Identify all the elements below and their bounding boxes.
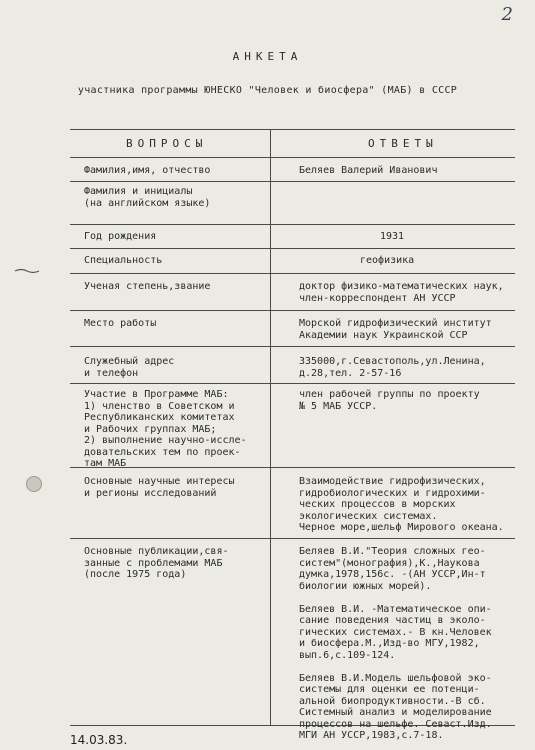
table-rule bbox=[70, 157, 515, 158]
margin-mark bbox=[14, 267, 40, 275]
table-rule-top bbox=[70, 129, 515, 130]
answer-mab-participation: член рабочей группы по проекту № 5 МАБ УССР. bbox=[299, 389, 480, 412]
form-title: АНКЕТА bbox=[232, 50, 303, 63]
answer-workplace: Морской гидрофизический институт Академии наук Украинской ССР bbox=[299, 318, 492, 341]
question-workplace: Место работы bbox=[84, 318, 157, 329]
punch-hole bbox=[26, 476, 42, 492]
question-mab-participation: Участие в Программе МАБ: 1) членство в Советском и Республиканских комитетах и Рабочих группах МАБ; 2) выполнение научно-иссле- довательских тем по проек- там МАБ bbox=[84, 389, 247, 469]
question-birth-year: Год рождения bbox=[84, 231, 157, 242]
column-divider bbox=[270, 129, 271, 725]
handwritten-date: 14.03.83. bbox=[70, 733, 128, 747]
answers-header: ОТВЕТЫ bbox=[368, 137, 438, 150]
answer-research-interests: Взаимодействие гидрофизических, гидробиологических и гидрохими- ческих процессов в морских экологических системах. Черное море,шельф Мирового океана. bbox=[299, 476, 504, 533]
table-rule bbox=[70, 346, 515, 347]
answer-degree: доктор физико-математических наук, член-корреспондент АН УССР bbox=[299, 281, 504, 304]
answer-full-name: Беляев Валерий Иванович bbox=[299, 165, 438, 176]
question-name-english: Фамилия и инициалы (на английском языке) bbox=[84, 186, 211, 209]
questions-header: ВОПРОСЫ bbox=[126, 137, 208, 150]
question-publications: Основные публикации,свя- занные с проблемами МАБ (после 1975 года) bbox=[84, 546, 229, 580]
question-specialty: Специальность bbox=[84, 255, 163, 266]
question-full-name: Фамилия,имя, отчество bbox=[84, 165, 211, 176]
question-degree: Ученая степень,звание bbox=[84, 281, 211, 292]
answer-specialty: геофизика bbox=[360, 255, 415, 266]
form-subtitle: участника программы ЮНЕСКО "Человек и биосфера" (МАБ) в СССР bbox=[77, 85, 458, 96]
page-number: 2 bbox=[501, 4, 513, 25]
table-rule bbox=[70, 538, 515, 539]
table-rule bbox=[70, 310, 515, 311]
table-rule bbox=[70, 273, 515, 274]
table-rule bbox=[70, 383, 515, 384]
table-rule bbox=[70, 181, 515, 182]
table-rule bbox=[70, 224, 515, 225]
question-research-interests: Основные научные интересы и регионы исследований bbox=[84, 476, 235, 499]
question-address: Служебный адрес и телефон bbox=[84, 356, 175, 379]
answer-birth-year: 1931 bbox=[380, 231, 405, 242]
answer-address: 335000,г.Севастополь,ул.Ленина, д.28,тел. 2-57-16 bbox=[299, 356, 486, 379]
table-rule bbox=[70, 248, 515, 249]
answer-publications: Беляев В.И."Теория сложных гео- систем"(монография),К.,Наукова думка,1978,156с. -(АН УССР,Ин-т биологии южных морей). Беляев В.И. -Математическое опи- сание поведения частиц в эколо- гических системах.- В кн.Человек и биосфера.М.,Изд-во МГУ,1982, вып.6,с.109-124. Беляев В.И.Модель шельфовой эко- системы для оценки ее потенци- альной биопродуктивности.-В сб. Системный анализ и моделирование процессов на шельфе. Севаст.Изд. МГИ АН УССР,1983,с.7-18. bbox=[299, 546, 492, 741]
